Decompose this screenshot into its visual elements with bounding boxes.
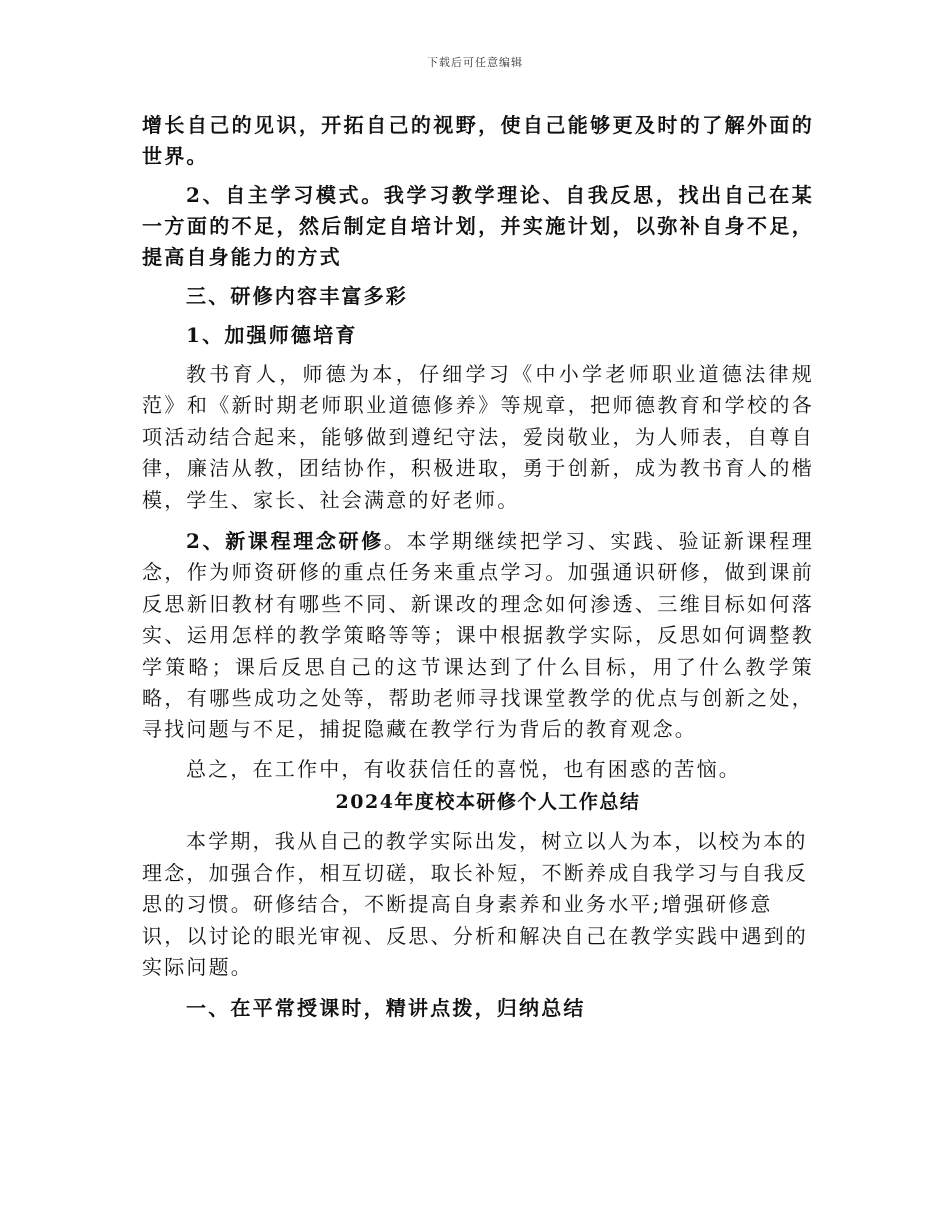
paragraph-semester-intro: 本学期，我从自己的教学实际出发，树立以人为本，以校为本的理念，加强合作，相互切磋，取长补短，不断养成自我学习与自我反思的习惯。研修结合，不断提高自身素养和业务水平;增强研修意识，以讨论的眼光审视、反思、分析和解决自己在教学实践中遇到的实际问题。 bbox=[142, 829, 808, 979]
section-heading-research-content: 三、研修内容丰富多彩 bbox=[186, 284, 408, 308]
new-curriculum-text: 。本学期继续把学习、实践、验证新课程理念，作为师资研修的重点任务来重点学习。加强通识研修，做到课前反思新旧教材有哪些不同、新课改的理念如何渗透、三维目标如何落实、运用怎样的教学策略等等；课中根据教学实际，反思如何调整教学策略；课后反思自己的这节课达到了什么目标，用了什么教学策略，有哪些成功之处等，帮助老师寻找课堂教学的优点与创新之处，寻找问题与不足，捕捉隐藏在教学行为背后的教育观念。 bbox=[142, 529, 814, 742]
page-header: 下载后可任意编辑 bbox=[427, 56, 523, 69]
paragraph-continuation: 增长自己的见识，开拓自己的视野，使自己能够更及时的了解外面的世界。 bbox=[142, 113, 814, 168]
document-body bbox=[142, 110, 814, 1024]
document-title: 2024年度校本研修个人工作总结 bbox=[335, 791, 641, 814]
paragraph-new-curriculum bbox=[142, 526, 814, 746]
paragraph-self-study-mode: 2、自主学习模式。我学习教学理论、自我反思，找出自己在某一方面的不足，然后制定自培计划，并实施计划，以弥补自身不足，提高自身能力的方式 bbox=[142, 183, 814, 269]
section-heading-teaching: 一、在平常授课时，精讲点拨，归纳总结 bbox=[186, 996, 586, 1021]
paragraph-conclusion: 总之，在工作中，有收获信任的喜悦，也有困惑的苦恼。 bbox=[186, 756, 741, 781]
paragraph-teacher-ethics: 教书育人，师德为本，仔细学习《中小学老师职业道德法律规范》和《新时期老师职业道德修养》等规章，把师德教育和学校的各项活动结合起来，能够做到遵纪守法，爱岗敬业，为人师表，自尊自律，廉洁从教，团结协作，积极进取，勇于创新，成为教书育人的楷模，学生、家长、社会满意的好老师。 bbox=[142, 362, 814, 512]
subheading-teacher-ethics: 1、加强师德培育 bbox=[186, 323, 358, 347]
subheading-new-curriculum: 2、新课程理念研修 bbox=[186, 529, 384, 554]
